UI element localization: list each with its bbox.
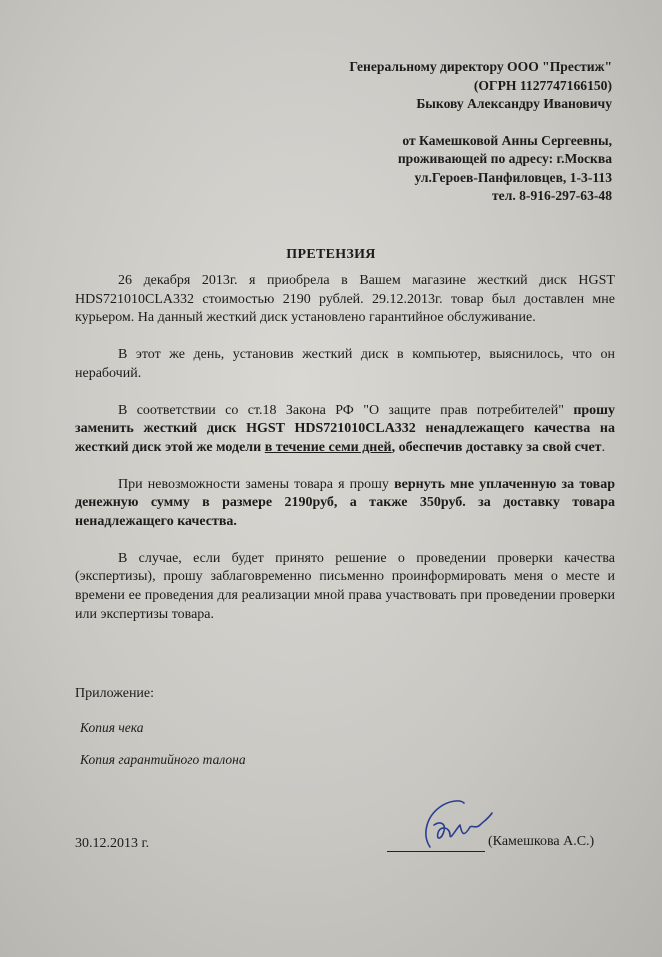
sender-line-1: от Камешковой Анны Сергеевны,	[402, 132, 612, 148]
sender-line-4: тел. 8-916-297-63-48	[491, 188, 612, 203]
paragraph-demand-refund: При невозможности замены товара я прошу вернуть мне уплаченную за товар денежную сумму в размере 2190руб, а также 350руб. за доставку товара ненадлежащего качества.	[75, 476, 616, 530]
letter-date: 30.12.2013 г.	[75, 836, 150, 851]
sender-line-3: ул.Героев-Панфиловцев, 1-3-113	[414, 169, 612, 185]
attachment-item: Копия чека	[80, 720, 144, 735]
paragraph-inspection: В случае, если будет принято решение о проведении проверки качества (экспертизы), прошу заблаговременно письменно проинформировать меня о месте и времени ее проведения для реализации мной права участвовать при проведении проверки или экспертизы товара.	[75, 550, 615, 622]
paragraph-defect: В этот же день, установив жесткий диск в компьютер, выяснилось, что он нерабочий.	[75, 347, 615, 381]
letter-header	[349, 58, 612, 206]
paragraph-purchase: 26 декабря 2013г. я приобрела в Вашем магазине жесткий диск HGST HDS721010CLA332 стоимостью 2190 рублей. 29.12.2013г. товар был доставлен мне курьером. На данный жесткий диск установлено гарантийное обслуживание.	[75, 273, 615, 326]
handwritten-signature	[400, 795, 500, 855]
paragraph-demand-replacement: В соответствии со ст.18 Закона РФ "О защите прав потребителей" прошу заменить жесткий диск HGST HDS721010CLA332 ненадлежащего качества на жесткий диск этой же модели в течение семи дней, обеспечив доставку за свой счет.	[75, 402, 615, 455]
signature-name: (Камешкова А.С.)	[488, 834, 595, 849]
attachment-item: Копия гарантийного талона	[80, 752, 246, 767]
addressee-line-1: Генеральному директору ООО "Престиж"	[349, 59, 612, 74]
document-title: ПРЕТЕНЗИЯ	[286, 247, 376, 262]
addressee-line-3: Быкову Александру Ивановичу	[416, 96, 612, 111]
addressee-line-2: (ОГРН 1127747166150)	[473, 77, 612, 93]
sender-line-2: проживающей по адресу: г.Москва	[397, 151, 612, 166]
attachments-title: Приложение:	[75, 686, 155, 701]
letter-body	[75, 272, 615, 643]
